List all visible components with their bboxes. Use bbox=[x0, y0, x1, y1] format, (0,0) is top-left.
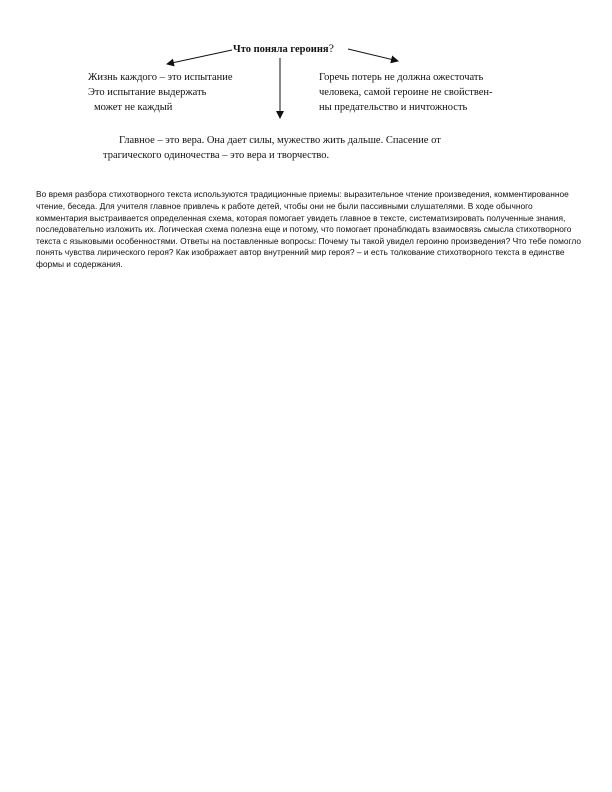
arrow-left bbox=[167, 50, 232, 64]
right-line-1: Горечь потерь не должна ожесточать bbox=[319, 72, 484, 83]
diagram-title-text: Что поняла героиня bbox=[233, 44, 329, 55]
diagram-center-node bbox=[103, 133, 441, 163]
diagram-title bbox=[233, 41, 334, 56]
diagram-title-mark: ? bbox=[328, 41, 334, 55]
left-line-2: Это испытание выдержать bbox=[88, 87, 207, 98]
right-line-3: ны предательство и ничтожность bbox=[319, 102, 468, 113]
left-line-3: может не каждый bbox=[94, 102, 173, 113]
center-line-2: трагического одиночества – это вера и творчество. bbox=[103, 150, 330, 161]
left-line-1: Жизнь каждого – это испытание bbox=[88, 72, 233, 83]
diagram-left-node bbox=[88, 70, 233, 115]
arrow-right bbox=[348, 49, 398, 61]
body-paragraph: Во время разбора стихотворного текста используются традиционные приемы: выразительное чтение произведения, комментированное чтение, беседа. Для учителя главное привлечь к работе детей, чтобы они не были пассивными слушателями. В ходе обычного комментария выстраивается определенная схема, которая помогает увидеть главное в тексте, систематизировать полученные знания, последовательно изложить их. Логическая схема полезна еще и потому, что помогает пронаблюдать взаимосвязь смысла стихотворного текста с языковыми особенностями. Ответы на поставленные вопросы: Почему ты такой увидел героиню произведения? Что тебе помогло понять чувства лирического героя? Как изображает автор внутренний мир героя? – и есть толкование стихотворного текста в единстве формы и содержания. bbox=[36, 189, 581, 269]
diagram-right-node bbox=[319, 70, 493, 115]
right-line-2: человека, самой героине не свойствен- bbox=[319, 87, 493, 98]
center-line-1: Главное – это вера. Она дает силы, мужество жить дальше. Спасение от bbox=[119, 135, 441, 146]
